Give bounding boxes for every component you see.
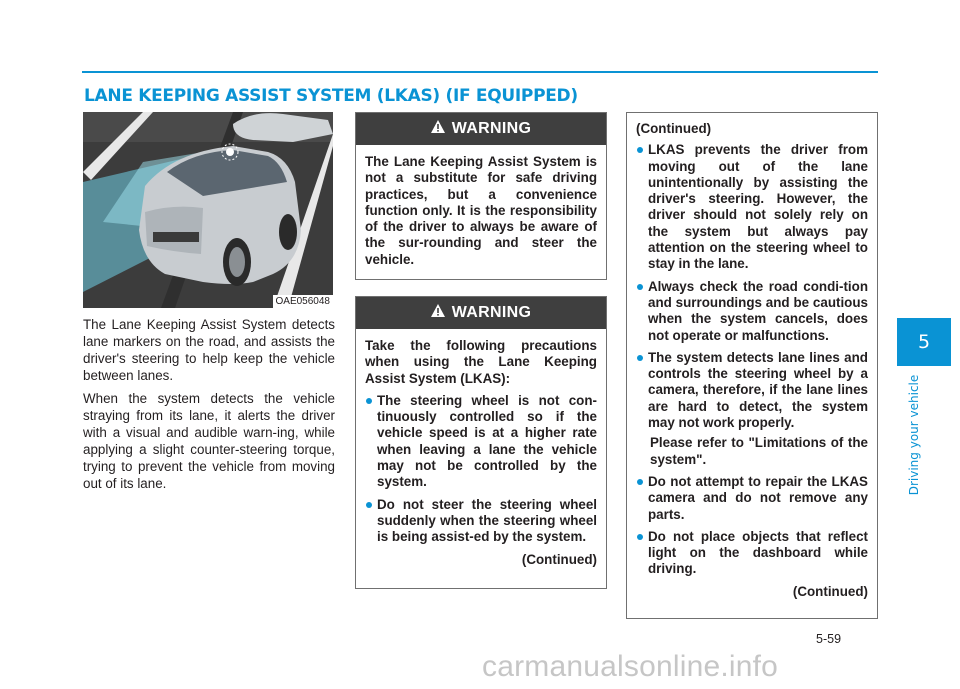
warning-triangle-icon: [431, 304, 445, 322]
continued-label: (Continued): [521, 551, 597, 567]
section-title: LANE KEEPING ASSIST SYSTEM (LKAS) (IF EQUIPPED): [84, 86, 578, 106]
continued-warning-box: [626, 112, 878, 619]
warning-text: The Lane Keeping Assist System is not a substitute for safe driving practices, but a convenience function only. It is the responsibility of the driver to always be aware of the sur-rounding and steer the vehicle.: [365, 154, 597, 267]
lkas-illustration: [83, 112, 333, 308]
continued-label: (Continued): [792, 583, 868, 599]
list-item: Do not place objects that reflect light on the dashboard while driving.: [636, 529, 868, 578]
chapter-number-tab: 5: [897, 318, 951, 366]
list-item: Do not attempt to repair the LKAS camera and do not remove any parts.: [636, 474, 868, 523]
precaution-list: [636, 142, 868, 431]
intro-paragraph-2: When the system detects the vehicle straying from its lane, it alerts the driver with a visual and audible warn-ing, while applying a slight counter-steering torque, trying to prevent the vehicle from moving out of its lane.: [83, 391, 335, 491]
warning-header: [356, 297, 606, 329]
header-rule: [82, 71, 878, 73]
car-lane-illustration: [83, 112, 333, 308]
figure-code: OAE056048: [273, 295, 334, 308]
page-number: 5-59: [816, 632, 842, 646]
list-item: The system detects lane lines and controls the steering wheel by a camera, therefore, if the lane lines are hard to detect, the system may not work properly.: [636, 350, 868, 431]
reference-note: Please refer to "Limitations of the system".: [650, 435, 868, 467]
warning-heading: WARNING: [451, 304, 532, 321]
precaution-list: [636, 474, 868, 578]
list-item: Do not steer the steering wheel suddenly when the steering wheel is being assist-ed by the system.: [365, 497, 597, 546]
chapter-label: Driving your vehicle: [907, 374, 921, 496]
list-item: Always check the road condi-tion and surroundings and be cautious when the system cancels, does not operate or malfunctions.: [636, 279, 868, 344]
intro-column: [83, 316, 335, 498]
continued-label: (Continued): [636, 121, 712, 136]
watermark: carmanualsonline.info: [482, 650, 779, 683]
warning-intro: Take the following precautions when using the Lane Keeping Assist System (LKAS):: [365, 338, 597, 386]
list-item: The steering wheel is not con-tinuously controlled so if the vehicle speed is at a higher rate when leaving a lane the vehicle may not be controlled by the system.: [365, 393, 597, 491]
warning-box-2: [355, 296, 607, 589]
precaution-list: [365, 393, 597, 546]
warning-triangle-icon: [431, 120, 445, 138]
warning-heading: WARNING: [451, 120, 532, 137]
intro-paragraph-1: The Lane Keeping Assist System detects lane markers on the road, and assists the driver's steering to help keep the vehicle between lanes.: [83, 317, 335, 383]
warning-box-1: [355, 112, 607, 280]
warning-header: [356, 113, 606, 145]
list-item: LKAS prevents the driver from moving out of the lane unintentionally by assisting the driver's steering. However, the driver should not solely rely on the system but always pay attention on the steering wheel to stay in the lane.: [636, 142, 868, 272]
